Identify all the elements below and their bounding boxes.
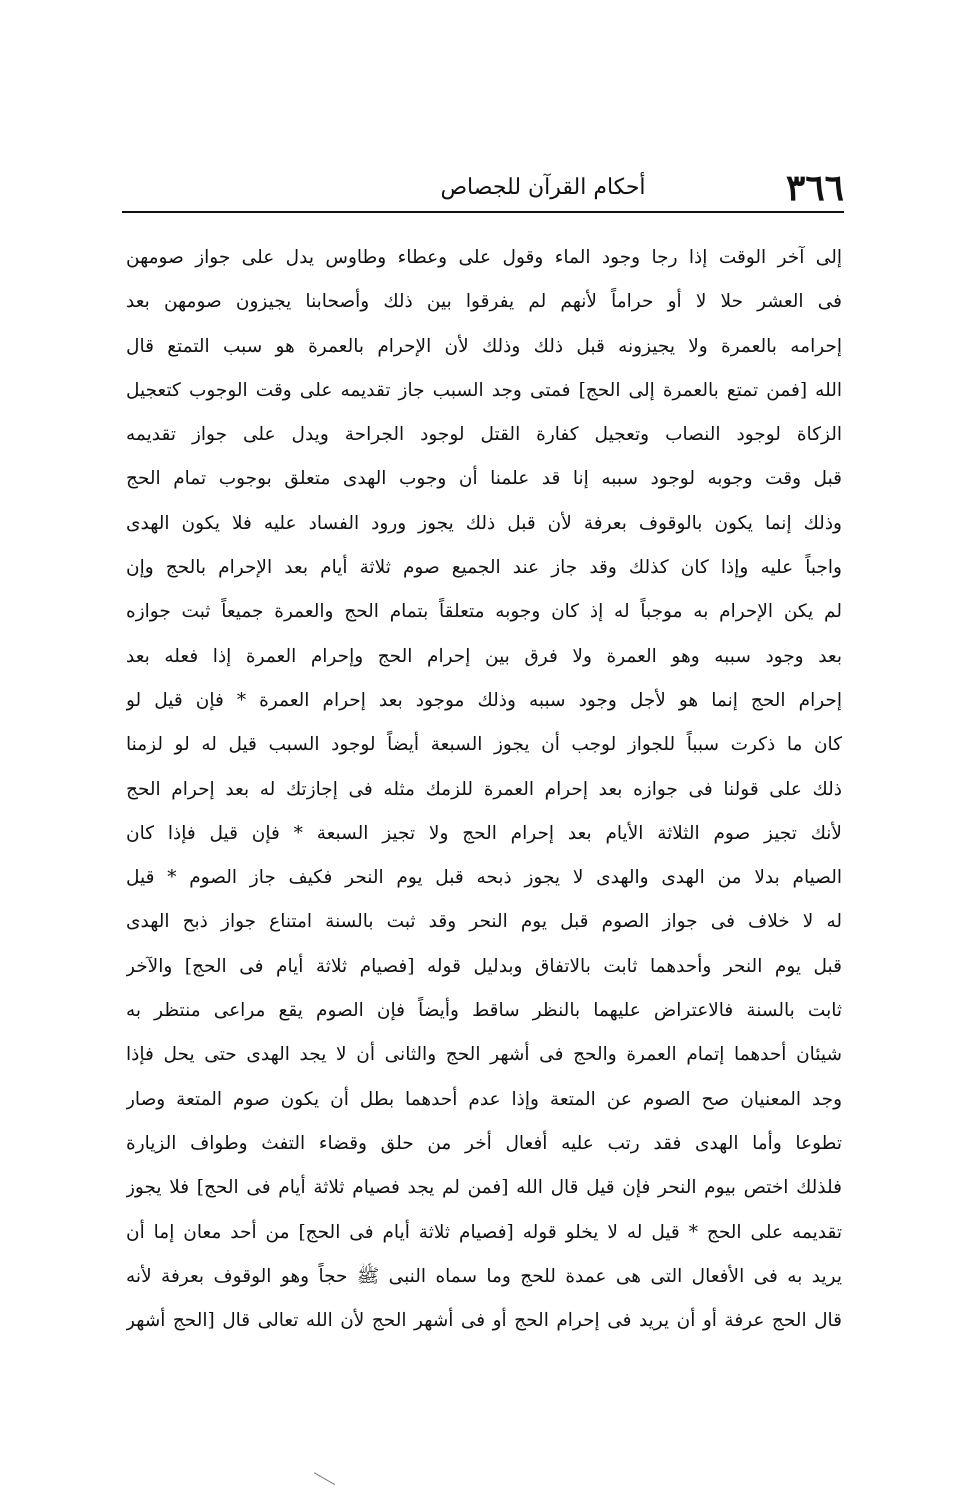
page-number: ٣٦٦ <box>785 167 844 209</box>
text-line: قبل وقت وجوبه لوجود سببه إنا قد علمنا أن وجوب الهدى متعلق بوجوب تمام الحج <box>126 468 842 490</box>
text-line: شيئان أحدهما إتمام العمرة والحج فى أشهر الحج والثانى أن لا يجد الهدى حتى يحل فإذا <box>126 1044 842 1066</box>
text-line: الصيام بدلا من الهدى والهدى لا يجوز ذبحه قبل يوم النحر فكيف جاز الصوم * قيل <box>126 867 842 889</box>
text-line: وذلك إنما يكون بالوقوف بعرفة لأن قبل ذلك يجوز ورود الفساد عليه فلا يكون الهدى <box>126 512 842 534</box>
page-header <box>122 166 844 210</box>
text-line: له لا خلاف فى جواز الصوم قبل يوم النحر وقد ثبت بالسنة امتناع جواز ذبح الهدى <box>126 911 842 933</box>
text-line: ذلك على قولنا فى جوازه بعد إحرام العمرة للزمك مثله فى إجازتك له بعد إحرام الحج <box>126 778 842 800</box>
text-line: ثابت بالسنة فالاعتراض عليهما بالنظر ساقط وأيضاً فإن الصوم يقع مراعى منتظر به <box>126 1000 842 1022</box>
text-line: فلذلك اختص بيوم النحر فإن قيل قال الله [فمن لم يجد فصيام ثلاثة أيام فى الحج] فلا يجوز <box>126 1177 842 1199</box>
text-line: تطوعا وأما الهدى فقد رتب عليه أفعال أخر من حلق وقضاء التفث وطواف الزيارة <box>126 1132 842 1154</box>
scan-mark <box>313 1472 335 1487</box>
text-line: يريد به فى الأفعال التى هى عمدة للحج وما سماه النبى ﷺ حجاً وهو الوقوف بعرفة لأنه <box>126 1265 842 1287</box>
header-divider <box>122 211 844 213</box>
text-line: قبل يوم النحر وأحدهما ثابت بالاتفاق وبدليل قوله [فصيام ثلاثة أيام فى الحج] والآخر <box>126 955 842 977</box>
text-line: كان ما ذكرت سبباً للجواز لوجب أن يجوز السبعة أيضاً لوجود السبب قيل له لو لزمنا <box>126 734 842 756</box>
text-line: لم يكن الإحرام به موجباً له إذ كان وجوبه متعلقاً بتمام الحج والعمرة جميعاً ثبت جوازه <box>126 601 842 623</box>
running-title: أحكام القرآن للجصاص <box>440 175 646 200</box>
text-line: إلى آخر الوقت إذا رجا وجود الماء وقول على وعطاء وطاوس يدل على جواز صومهن <box>126 247 842 268</box>
body-text <box>126 236 842 1343</box>
text-line: الله [فمن تمتع بالعمرة إلى الحج] فمتى وجد السبب جاز تقديمه على وقت الوجوب كتعجيل <box>126 379 842 401</box>
text-line: قال الحج عرفة أو أن يريد فى إحرام الحج أو فى أشهر الحج لأن الله تعالى قال [الحج أشهر <box>126 1310 842 1332</box>
text-line: وجد المعنيان صح الصوم عن المتعة وإذا عدم أحدهما بطل أن يكون صوم المتعة وصار <box>126 1088 842 1110</box>
text-line: لأنك تجيز صوم الثلاثة الأيام بعد إحرام الحج ولا تجيز السبعة * فإن قيل فإذا كان <box>126 822 842 844</box>
text-line: واجباً عليه وإذا كان كذلك وقد جاز عند الجميع صوم ثلاثة أيام بعد الإحرام بالحج وإن <box>126 557 842 579</box>
text-line: إحرامه بالعمرة ولا يجيزونه قبل ذلك وذلك لأن الإحرام بالعمرة هو سبب التمتع قال <box>126 335 842 357</box>
text-line: بعد وجود سببه وهو العمرة ولا فرق بين إحرام الحج وإحرام العمرة إذا فعله بعد <box>126 645 842 667</box>
text-line: الزكاة لوجود النصاب وتعجيل كفارة القتل لوجود الجراحة ويدل على جواز تقديمه <box>126 424 842 446</box>
text-line: فى العشر حلا لا أو حراماً لأنهم لم يفرقوا بين ذلك وأصحابنا يجيزون صومهن بعد <box>126 291 842 313</box>
text-line: إحرام الحج إنما هو لأجل وجود سببه وذلك موجود بعد إحرام العمرة * فإن قيل لو <box>126 689 842 711</box>
text-line: تقديمه على الحج * قيل له لا يخلو قوله [فصيام ثلاثة أيام فى الحج] من أحد معان إما أن <box>126 1221 842 1243</box>
